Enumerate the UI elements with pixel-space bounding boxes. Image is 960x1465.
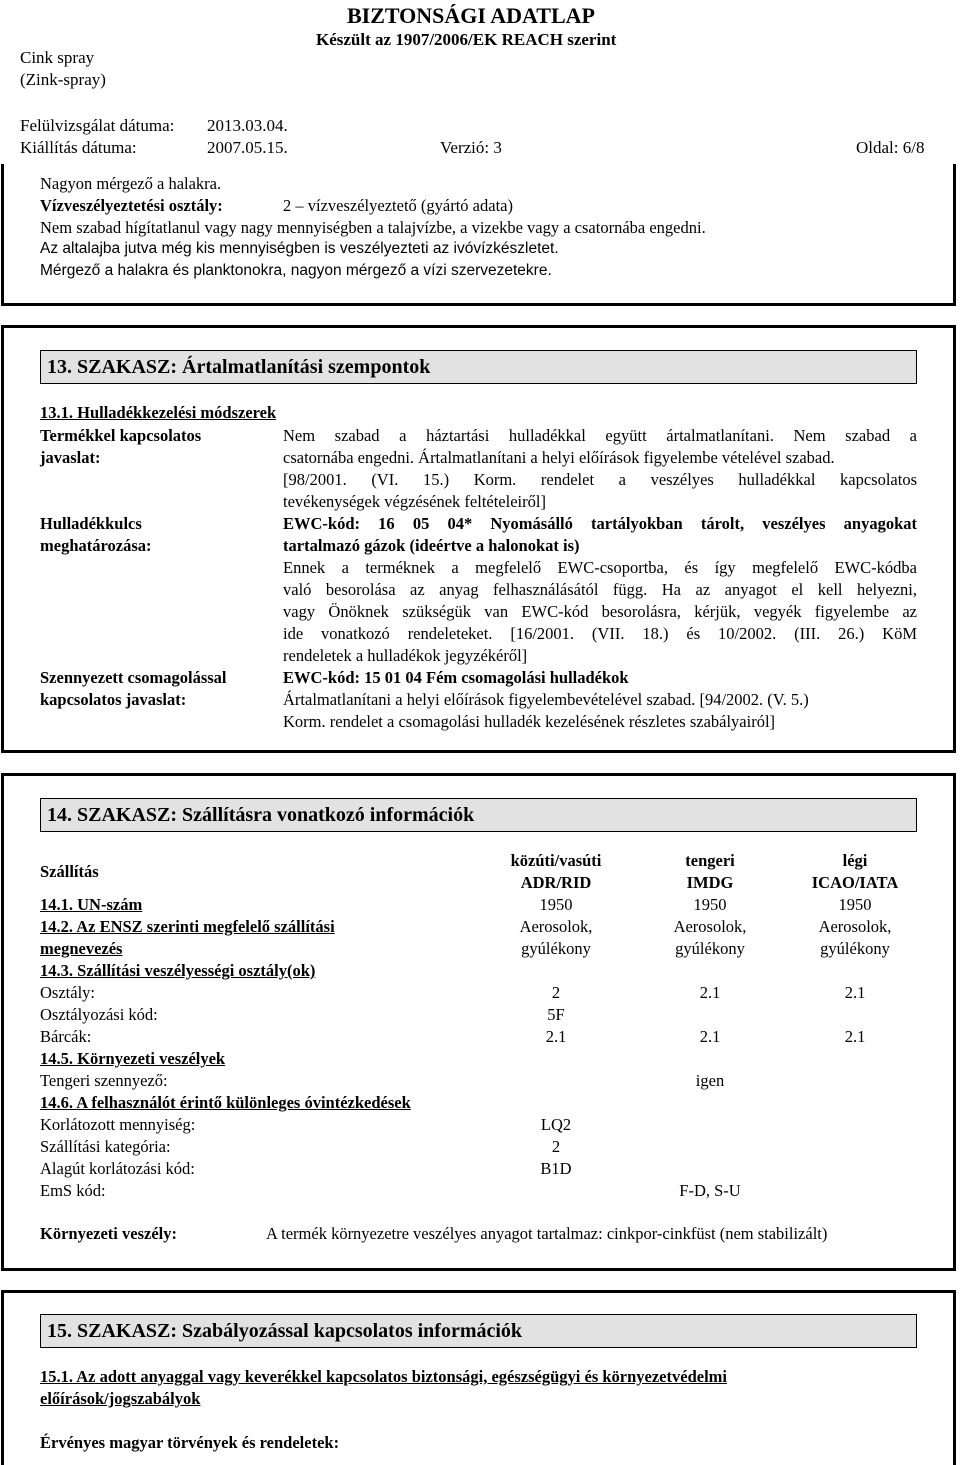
s13-pack-label-1: Szennyezett csomagolással [40, 668, 227, 687]
section-13-heading: 13. SZAKASZ: Ártalmatlanítási szempontok [40, 350, 917, 384]
s14-code-road: 5F [547, 1005, 565, 1024]
s12-wgk-label: Vízveszélyeztetési osztály: [40, 196, 223, 215]
section-14-heading: 14. SZAKASZ: Szállításra vonatkozó információk [40, 798, 917, 832]
s13-waste-text-3: vagy Önöknek szükségük van EWC-kód besorolásra, kérjük, vegyék figyelembe az [283, 602, 917, 621]
s13-subheading: 13.1. Hulladékkezelési módszerek [40, 403, 277, 422]
s14-col-road-1: közúti/vasúti [510, 851, 602, 870]
s14-labels-label: Bárcák: [40, 1027, 92, 1046]
s12-line-1: Nagyon mérgező a halakra. [40, 174, 222, 193]
s14-class-label: Osztály: [40, 983, 95, 1002]
version: Verzió: 3 [440, 138, 502, 157]
s13-waste-label-1: Hulladékkulcs [40, 514, 142, 533]
s14-tunnel-road: B1D [540, 1159, 572, 1178]
s14-precaution-head: 14.6. A felhasználót érintő különleges óvintézkedések [40, 1093, 411, 1112]
s14-class-head: 14.3. Szállítási veszélyességi osztály(ok) [40, 961, 316, 980]
s13-product-text-2: csatornába engedni. Ártalmatlanítani a helyi előírások figyelembe vételével szabad. [283, 448, 835, 467]
s14-un-label: 14.1. UN-szám [40, 895, 143, 914]
section-15-heading: 15. SZAKASZ: Szabályozással kapcsolatos információk [40, 1314, 917, 1348]
s14-name-road-2: gyúlékony [521, 939, 591, 958]
s14-class-sea: 2.1 [699, 983, 721, 1002]
s14-name-air-2: gyúlékony [820, 939, 890, 958]
s14-transport-label: Szállítás [40, 862, 99, 881]
s14-tunnel-label: Alagút korlátozási kód: [40, 1159, 195, 1178]
s14-name-label-2: megnevezés [40, 939, 123, 958]
product-alt-name: (Zink-spray) [20, 70, 106, 89]
s13-product-text-4: tevékenységek végzésének feltételeiről] [283, 492, 546, 511]
revision-date: 2013.03.04. [207, 116, 288, 135]
s14-col-sea-1: tengeri [685, 851, 735, 870]
document-subtitle: Készült az 1907/2006/EK REACH szerint [316, 30, 617, 49]
s13-product-label-1: Termékkel kapcsolatos [40, 426, 202, 445]
page-number: Oldal: 6/8 [856, 138, 925, 157]
s14-labels-air: 2.1 [844, 1027, 866, 1046]
s14-name-sea-1: Aerosolok, [673, 917, 747, 936]
s12-line-4: Az altalajba jutva még kis mennyiségben is veszélyezteti az ivóvízkészletet. [40, 240, 559, 257]
s14-labels-road: 2.1 [545, 1027, 567, 1046]
s13-pack-code: EWC-kód: 15 01 04 Fém csomagolási hulladékok [283, 668, 629, 687]
s13-waste-code-1: EWC-kód: 16 05 04* Nyomásálló tartályokban tárolt, veszélyes anyagokat [283, 514, 917, 533]
s15-valid-laws: Érvényes magyar törvények és rendeletek: [40, 1433, 340, 1452]
s13-product-text-1: Nem szabad a háztartási hulladékkal együtt ártalmatlanítani. Nem szabad a [283, 426, 917, 445]
s14-ems-label: EmS kód: [40, 1181, 106, 1200]
s14-name-label-1: 14.2. Az ENSZ szerinti megfelelő szállítási [40, 917, 335, 936]
s15-sub-line-1: 15.1. Az adott anyaggal vagy keverékkel kapcsolatos biztonsági, egészségügyi és környezetvédelmi [40, 1367, 727, 1386]
issue-date: 2007.05.15. [207, 138, 288, 157]
s14-col-air-1: légi [842, 851, 868, 870]
s12-line-5: Mérgező a halakra és planktonokra, nagyon mérgező a vízi szervezetekre. [40, 262, 552, 279]
s14-un-road: 1950 [539, 895, 573, 914]
s14-col-air-2: ICAO/IATA [811, 873, 899, 892]
s12-line-3: Nem szabad hígítatlanul vagy nagy mennyiségben a talajvízbe, a vizekbe vagy a csatornába engedni. [40, 218, 706, 237]
s14-labels-sea: 2.1 [699, 1027, 721, 1046]
s14-un-sea: 1950 [693, 895, 727, 914]
s14-col-sea-2: IMDG [686, 873, 734, 892]
s14-marine-sea: igen [695, 1071, 725, 1090]
s13-waste-text-2: való besorolása az anyag felhasználásától függ. Ha az anyagot el kell helyezni, [283, 580, 917, 599]
s14-name-sea-2: gyúlékony [675, 939, 745, 958]
s13-pack-label-2: kapcsolatos javaslat: [40, 690, 187, 709]
s13-waste-text-1: Ennek a terméknek a megfelelő EWC-csoportba, és így megfelelő EWC-kódba [283, 558, 917, 577]
s13-waste-text-4: ide vonatkozó rendeleteket. [16/2001. (VII. 18.) és 10/2002. (III. 26.) KöM [283, 624, 917, 643]
s13-pack-text-1: Ártalmatlanítani a helyi előírások figyelembevételével szabad. [94/2002. (V. 5.) [283, 690, 809, 709]
s14-limited-label: Korlátozott mennyiség: [40, 1115, 196, 1134]
revision-date-label: Felülvizsgálat dátuma: [20, 116, 175, 135]
s14-un-air: 1950 [838, 895, 872, 914]
s13-waste-text-5: rendeletek a hulladékok jegyzékéről] [283, 646, 528, 665]
s14-env-head: 14.5. Környezeti veszélyek [40, 1049, 226, 1068]
s15-sub-line-2: előírások/jogszabályok [40, 1389, 201, 1408]
s14-class-road: 2 [551, 983, 561, 1002]
s14-class-air: 2.1 [844, 983, 866, 1002]
s14-category-label: Szállítási kategória: [40, 1137, 171, 1156]
s14-ems-sea: F-D, S-U [679, 1181, 741, 1200]
s13-product-text-3: [98/2001. (VI. 15.) Korm. rendelet a veszélyes hulladékkal kapcsolatos [283, 470, 917, 489]
s14-category-road: 2 [551, 1137, 561, 1156]
product-name: Cink spray [20, 48, 95, 67]
s14-name-road-1: Aerosolok, [519, 917, 593, 936]
s12-wgk-value: 2 – vízveszélyeztető (gyártó adata) [283, 196, 513, 215]
s14-col-road-2: ADR/RID [520, 873, 592, 892]
s14-marine-label: Tengeri szennyező: [40, 1071, 168, 1090]
document-title: BIZTONSÁGI ADATLAP [347, 3, 595, 28]
s13-product-label-2: javaslat: [40, 448, 101, 467]
s14-envhaz-label: Környezeti veszély: [40, 1224, 177, 1243]
s14-envhaz-text: A termék környezetre veszélyes anyagot tartalmaz: cinkpor-cinkfüst (nem stabilizált) [266, 1224, 828, 1243]
s13-pack-text-2: Korm. rendelet a csomagolási hulladék kezelésének részletes szabályairól] [283, 712, 776, 731]
s14-limited-road: LQ2 [540, 1115, 572, 1134]
s14-code-label: Osztályozási kód: [40, 1005, 158, 1024]
s14-name-air-1: Aerosolok, [818, 917, 892, 936]
issue-date-label: Kiállítás dátuma: [20, 138, 137, 157]
s13-waste-label-2: meghatározása: [40, 536, 152, 555]
s13-waste-code-2: tartalmazó gázok (ideértve a halonokat is) [283, 536, 580, 555]
